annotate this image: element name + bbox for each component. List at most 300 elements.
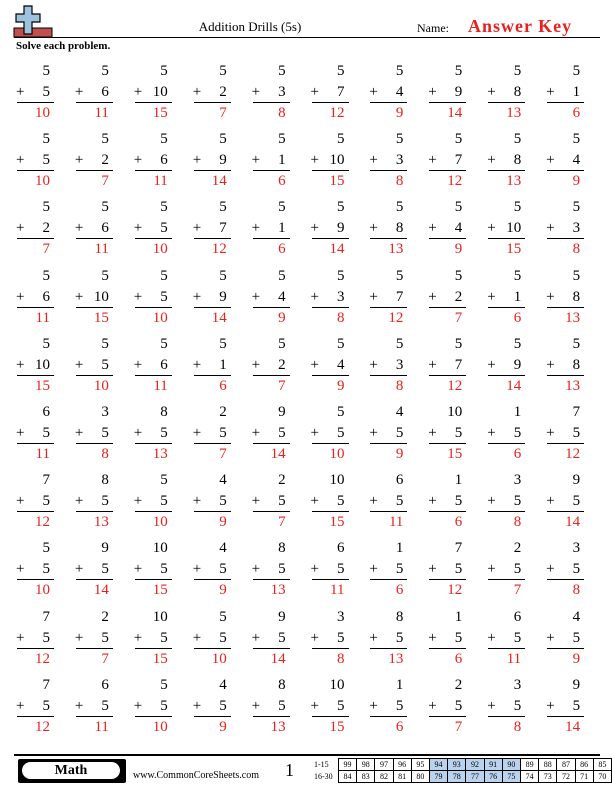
sum-line: [253, 443, 290, 444]
plus-sign: +: [133, 629, 143, 646]
score-cell: 87: [557, 759, 575, 771]
addend-top: 9: [572, 676, 581, 693]
addend-top: 5: [42, 199, 50, 216]
plus-sign: +: [74, 629, 84, 646]
problem: [426, 540, 476, 600]
answer: 8: [395, 173, 404, 190]
sum-line: [547, 443, 584, 444]
addend-top: 5: [219, 267, 227, 284]
sum-line: [76, 375, 113, 376]
addend-bottom: 5: [101, 629, 109, 646]
addend-bottom: 8: [572, 356, 581, 373]
addend-bottom: 5: [42, 561, 50, 578]
problem: [309, 677, 359, 737]
problem: [250, 540, 300, 600]
sum-line: [76, 307, 113, 308]
plus-sign: +: [546, 220, 555, 237]
plus-sign: +: [487, 425, 496, 441]
sum-line: [253, 375, 290, 376]
problem: [426, 131, 476, 191]
addend-bottom: 8: [395, 220, 404, 237]
problem: [132, 199, 182, 259]
answer: 7: [101, 173, 109, 190]
addend-bottom: 5: [513, 561, 522, 578]
addend-top: 5: [337, 63, 345, 79]
addend-top: 5: [572, 335, 581, 352]
sum-line: [135, 307, 172, 308]
sum-line: [547, 511, 584, 512]
addend-top: 2: [454, 676, 463, 693]
score-cell: 88: [539, 759, 557, 771]
problem: [544, 472, 594, 532]
sum-line: [488, 648, 525, 649]
answer: 13: [506, 173, 522, 190]
plus-sign: +: [546, 288, 555, 305]
sum-line: [370, 648, 407, 649]
problem: [485, 131, 535, 191]
sum-line: [76, 238, 113, 239]
plus-sign: +: [251, 425, 261, 441]
plus-sign: +: [369, 220, 378, 237]
answer: 6: [513, 309, 522, 326]
plus-sign: +: [16, 697, 25, 714]
score-cell: 72: [557, 771, 575, 783]
score-cell: 84: [338, 771, 356, 783]
plus-sign: +: [74, 425, 84, 441]
problem: [485, 268, 535, 328]
sum-line: [429, 375, 466, 376]
addend-bottom: 5: [454, 697, 463, 714]
problem: [14, 131, 64, 191]
plus-sign: +: [16, 425, 25, 441]
answer: 6: [278, 241, 286, 258]
addend-bottom: 5: [572, 629, 581, 646]
plus-sign: +: [133, 493, 143, 510]
sum-line: [312, 443, 349, 444]
addend-top: 5: [219, 335, 227, 352]
problem: [309, 131, 359, 191]
addend-top: 9: [278, 608, 286, 625]
plus-sign: +: [133, 152, 143, 169]
addend-top: 2: [101, 608, 109, 625]
problem: [426, 609, 476, 669]
problem: [250, 199, 300, 259]
score-cell: 96: [393, 759, 411, 771]
sum-line: [76, 170, 113, 171]
answer: 7: [278, 377, 286, 394]
answer: 15: [152, 582, 168, 599]
problem: [544, 268, 594, 328]
problem: [132, 131, 182, 191]
plus-sign: +: [133, 220, 143, 237]
addend-top: 5: [395, 131, 404, 148]
sum-line: [547, 307, 584, 308]
problem: [544, 677, 594, 737]
problem: [191, 472, 241, 532]
sum-line: [429, 170, 466, 171]
addend-top: 5: [513, 335, 522, 352]
addend-bottom: 5: [454, 493, 463, 510]
problem: [485, 63, 535, 123]
answer: 8: [278, 105, 286, 121]
sum-line: [370, 579, 407, 580]
answer-key-label: Answer Key: [468, 16, 573, 36]
sum-line: [253, 170, 290, 171]
answer: 11: [94, 105, 109, 121]
answer: 11: [388, 514, 404, 531]
plus-sign: +: [74, 493, 84, 510]
addend-bottom: 5: [42, 697, 50, 714]
sum-line: [488, 170, 525, 171]
plus-sign: +: [369, 152, 378, 169]
sum-line: [194, 648, 231, 649]
score-cell: 95: [411, 759, 429, 771]
problem: [544, 609, 594, 669]
addend-bottom: 5: [160, 629, 168, 646]
addend-top: 5: [395, 199, 404, 216]
problem: [544, 199, 594, 259]
answer: 8: [337, 309, 345, 326]
answer: 12: [35, 650, 50, 667]
score-cell: 90: [502, 759, 520, 771]
addend-bottom: 6: [42, 288, 50, 305]
addend-bottom: 7: [454, 356, 463, 373]
sum-line: [17, 238, 54, 239]
answer: 12: [35, 718, 50, 735]
problem: [485, 336, 535, 396]
sum-line: [135, 716, 172, 717]
answer: 6: [395, 582, 404, 599]
plus-sign: +: [546, 152, 555, 169]
addend-top: 7: [42, 472, 50, 489]
addend-top: 5: [160, 63, 168, 79]
addend-top: 9: [101, 540, 109, 557]
addend-top: 7: [42, 676, 50, 693]
plus-sign: +: [16, 561, 25, 578]
sum-line: [135, 511, 172, 512]
problem: [250, 677, 300, 737]
plus-sign: +: [310, 493, 319, 510]
addend-bottom: 8: [572, 288, 581, 305]
score-cell: 97: [375, 759, 393, 771]
addend-bottom: 5: [572, 493, 581, 510]
problem: [426, 336, 476, 396]
plus-sign: +: [16, 629, 25, 646]
addend-bottom: 4: [395, 84, 404, 100]
footer-divider: [14, 754, 600, 756]
sum-line: [370, 443, 407, 444]
plus-sign: +: [251, 152, 261, 169]
answer: 11: [153, 377, 168, 394]
addend-bottom: 5: [160, 493, 168, 510]
problem: [250, 131, 300, 191]
addend-top: 4: [572, 608, 581, 625]
addend-top: 5: [572, 267, 581, 284]
addend-top: 10: [152, 540, 168, 557]
answer: 12: [388, 309, 404, 326]
subject-badge: [18, 759, 126, 783]
addend-bottom: 5: [160, 561, 168, 578]
sum-line: [429, 102, 466, 103]
answer: 10: [35, 173, 50, 190]
answer: 8: [572, 582, 581, 599]
sum-line: [17, 579, 54, 580]
plus-sign: +: [16, 493, 25, 510]
addend-top: 2: [513, 540, 522, 557]
addend-top: 5: [572, 63, 581, 79]
sum-line: [488, 102, 525, 103]
addend-top: 5: [337, 404, 345, 420]
problem: [73, 336, 123, 396]
plus-sign: +: [74, 152, 84, 169]
addend-bottom: 7: [395, 288, 404, 305]
problem: [14, 63, 64, 123]
problem: [14, 268, 64, 328]
addend-top: 5: [101, 267, 109, 284]
addend-top: 5: [42, 131, 50, 148]
plus-sign: +: [192, 425, 202, 441]
plus-sign: +: [369, 84, 378, 100]
answer: 6: [454, 650, 463, 667]
score-cell: 91: [484, 759, 502, 771]
plus-sign: +: [428, 288, 437, 305]
addend-top: 9: [278, 404, 286, 420]
addend-top: 5: [278, 267, 286, 284]
score-cell: 89: [520, 759, 538, 771]
answer: 8: [572, 241, 581, 258]
addend-bottom: 5: [219, 493, 227, 510]
problem: [426, 404, 476, 464]
addend-bottom: 5: [395, 425, 404, 441]
sum-line: [253, 648, 290, 649]
plus-sign: +: [16, 288, 25, 305]
problem: [544, 404, 594, 464]
addend-top: 5: [219, 63, 227, 79]
answer: 7: [219, 105, 227, 121]
addend-bottom: 5: [513, 493, 522, 510]
plus-sign: +: [487, 561, 496, 578]
answer: 10: [35, 582, 50, 599]
answer: 9: [219, 514, 227, 531]
score-cell: 75: [502, 771, 520, 783]
addend-bottom: 5: [572, 561, 581, 578]
problem: [250, 472, 300, 532]
sum-line: [429, 716, 466, 717]
answer: 12: [447, 173, 463, 190]
sum-line: [253, 716, 290, 717]
sum-line: [312, 579, 349, 580]
score-cell: 79: [429, 771, 447, 783]
addend-top: 5: [337, 267, 345, 284]
problem: [367, 540, 417, 600]
score-row-label: 1-15: [314, 759, 329, 769]
sum-line: [312, 238, 349, 239]
addend-top: 6: [101, 676, 109, 693]
problem: [73, 404, 123, 464]
answer: 7: [42, 241, 50, 258]
problem: [132, 63, 182, 123]
answer: 6: [572, 105, 581, 121]
problem: [73, 677, 123, 737]
problem: [309, 404, 359, 464]
sum-line: [17, 648, 54, 649]
problem: [367, 131, 417, 191]
sum-line: [253, 307, 290, 308]
answer: 8: [101, 446, 109, 462]
addend-bottom: 5: [160, 220, 168, 237]
sum-line: [370, 170, 407, 171]
plus-sign: +: [192, 152, 202, 169]
plus-sign: +: [428, 493, 437, 510]
addend-bottom: 1: [572, 84, 581, 100]
addend-top: 5: [101, 335, 109, 352]
sum-line: [370, 102, 407, 103]
plus-sign: +: [310, 356, 319, 373]
sum-line: [547, 238, 584, 239]
problem: [367, 677, 417, 737]
plus-sign: +: [310, 152, 319, 169]
addend-top: 5: [219, 131, 227, 148]
sum-line: [488, 443, 525, 444]
addend-top: 5: [513, 63, 522, 79]
addend-top: 5: [219, 199, 227, 216]
addend-bottom: 5: [337, 629, 345, 646]
answer: 9: [337, 377, 345, 394]
addend-top: 6: [337, 540, 345, 557]
addend-top: 5: [454, 267, 463, 284]
addend-top: 5: [160, 335, 168, 352]
plus-sign: +: [369, 697, 378, 714]
answer: 8: [337, 650, 345, 667]
problem: [309, 199, 359, 259]
problem: [191, 63, 241, 123]
answer: 6: [395, 718, 404, 735]
score-cell: 78: [448, 771, 466, 783]
problem: [191, 131, 241, 191]
sum-line: [194, 102, 231, 103]
answer: 7: [513, 582, 522, 599]
sum-line: [488, 579, 525, 580]
score-cell: 76: [484, 771, 502, 783]
answer: 8: [395, 377, 404, 394]
plus-sign: +: [192, 629, 202, 646]
answer: 10: [152, 309, 168, 326]
addend-bottom: 5: [160, 425, 168, 441]
answer: 10: [329, 446, 345, 462]
problem: [309, 540, 359, 600]
score-row: [313, 759, 612, 771]
sum-line: [547, 170, 584, 171]
answer: 7: [454, 718, 463, 735]
sum-line: [135, 170, 172, 171]
answer: 13: [565, 377, 581, 394]
score-cell: 83: [357, 771, 375, 783]
sum-line: [370, 511, 407, 512]
addend-bottom: 9: [454, 84, 463, 100]
addend-bottom: 5: [337, 425, 345, 441]
problem: [191, 336, 241, 396]
addend-bottom: 9: [219, 152, 227, 169]
addend-bottom: 7: [337, 84, 345, 100]
sum-line: [488, 238, 525, 239]
plus-sign: +: [133, 561, 143, 578]
addend-top: 1: [454, 608, 463, 625]
plus-sign: +: [487, 493, 496, 510]
plus-sign: +: [251, 220, 261, 237]
problem: [73, 472, 123, 532]
score-cell: 71: [575, 771, 593, 783]
problem: [250, 268, 300, 328]
sum-line: [17, 307, 54, 308]
answer: 9: [572, 173, 581, 190]
addend-top: 5: [454, 335, 463, 352]
sum-line: [370, 716, 407, 717]
answer: 11: [153, 173, 168, 190]
answer: 9: [572, 650, 581, 667]
answer: 15: [329, 514, 345, 531]
answer: 7: [219, 446, 227, 462]
plus-sign: +: [16, 152, 25, 169]
plus-sign: +: [74, 84, 84, 100]
addend-top: 5: [160, 199, 168, 216]
score-cell: 98: [357, 759, 375, 771]
addend-bottom: 5: [395, 493, 404, 510]
addend-bottom: 10: [35, 356, 50, 373]
problem: [485, 677, 535, 737]
problem: [132, 609, 182, 669]
answer: 14: [270, 446, 286, 462]
plus-sign: +: [192, 220, 202, 237]
addend-bottom: 5: [42, 152, 50, 169]
addend-bottom: 2: [219, 84, 227, 100]
answer: 6: [454, 514, 463, 531]
addend-top: 2: [278, 472, 286, 489]
addend-bottom: 7: [219, 220, 227, 237]
website-label: www.CommonCoreSheets.com: [133, 770, 260, 781]
answer: 12: [329, 105, 345, 121]
sum-line: [17, 102, 54, 103]
problem: [367, 268, 417, 328]
addend-bottom: 3: [572, 220, 581, 237]
plus-sign: +: [487, 220, 496, 237]
answer: 7: [454, 309, 463, 326]
addend-top: 5: [42, 267, 50, 284]
addend-bottom: 4: [572, 152, 581, 169]
addend-top: 4: [219, 540, 227, 557]
answer: 14: [211, 173, 227, 190]
plus-sign: +: [369, 561, 378, 578]
addend-bottom: 2: [278, 356, 286, 373]
answer: 11: [330, 582, 345, 599]
plus-sign: +: [192, 493, 202, 510]
answer: 13: [565, 309, 581, 326]
plus-sign: +: [74, 561, 84, 578]
addend-bottom: 5: [278, 697, 286, 714]
sum-line: [76, 102, 113, 103]
addend-bottom: 5: [454, 629, 463, 646]
addend-top: 5: [572, 199, 581, 216]
plus-sign: +: [251, 288, 261, 305]
addend-bottom: 5: [337, 697, 345, 714]
sum-line: [253, 102, 290, 103]
addend-top: 5: [572, 131, 581, 148]
plus-sign: +: [133, 356, 143, 373]
answer: 15: [506, 241, 522, 258]
plus-sign: +: [74, 356, 84, 373]
plus-sign: +: [192, 288, 202, 305]
problem: [191, 540, 241, 600]
plus-sign: +: [487, 288, 496, 305]
